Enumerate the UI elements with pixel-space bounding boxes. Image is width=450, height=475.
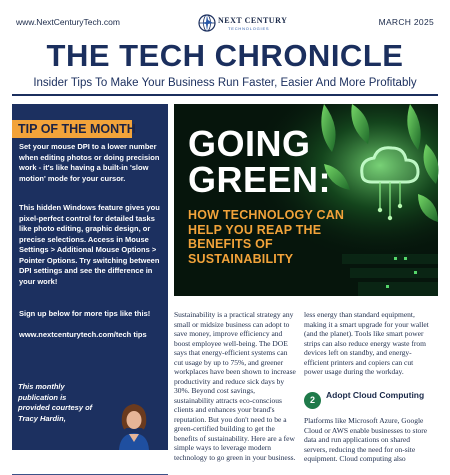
step-number-badge: 2	[304, 392, 321, 409]
tip-signup: Sign up below for more tips like this!	[19, 309, 151, 318]
tip-heading: TIP OF THE MONTH	[18, 122, 136, 136]
courtesy-note: This monthly publication is provided courtesy of Tracy Hardin,	[18, 382, 93, 423]
article-column-2: less energy than standard equipment, making it a smart upgrade for your wallet (and the planet). Tools like smart power strips can also reduce energy waste from devices left on standby, and energy-efficient printers and copiers can cut power usage during the workday.	[304, 310, 429, 376]
step-title: Adopt Cloud Computing	[326, 390, 425, 400]
globe-logo-icon	[198, 14, 216, 32]
feature-hero	[174, 104, 438, 296]
article-column-2-continued: Platforms like Microsoft Azure, Google Cloud or AWS enable businesses to store data and run applications on shared servers, reducing the need for on-site equipment. Cloud computing also	[304, 416, 428, 463]
masthead-title: THE TECH CHRONICLE	[46, 38, 404, 73]
step-heading	[304, 390, 438, 412]
header-divider	[12, 94, 438, 96]
top-bar	[16, 14, 434, 36]
masthead-tagline: Insider Tips To Make Your Business Run Faster, Easier And More Profitably	[33, 77, 417, 89]
site-url[interactable]: www.NextCenturyTech.com	[16, 17, 120, 27]
tip-intro: Set your mouse DPI to a lower number when editing photos or doing precision work - it's like having a built-in 'slow motion' mode for your cursor.	[19, 142, 160, 183]
issue-date: MARCH 2025	[378, 17, 434, 27]
article-column-1: Sustainability is a practical strategy any small or midsize business can adopt to save money, improve efficiency and boost employee well-being. The DOE says that energy-efficient systems can cut usage by up to 75%, and greener workplaces have been shown to increase productivity and reduce sick days by 30%. Beyond cost savings, sustainability attracts eco-conscious clients and enhances your brand's reputation. But you don't need to be a green-certified building to get the benefits of sustainability. Here are a few simple ways to leverage modern technology to go green in your business.	[174, 310, 296, 462]
headshot-image	[116, 398, 152, 450]
logo-subtitle: TECHNOLOGIES	[228, 26, 270, 31]
tip-details: This hidden Windows feature gives you pixel-perfect control for detailed tasks like photo editing, graphic design, or precise selections. Access in Mouse Settings > Additional Mouse Options > Pointer Options. Try switching between DPI settings and see the difference in your work!	[19, 203, 160, 286]
logo-name: NEXT CENTURY	[218, 16, 288, 25]
hero-subtitle: HOW TECHNOLOGY CAN HELP YOU REAP THE BENEFITS OF SUSTAINABILITY	[188, 208, 345, 266]
hero-title: GOING GREEN:	[188, 123, 332, 200]
tip-heading-banner	[12, 120, 136, 138]
author-headshot	[116, 398, 152, 450]
tip-link[interactable]: www.nextcenturytech.com/tech tips	[19, 330, 147, 339]
